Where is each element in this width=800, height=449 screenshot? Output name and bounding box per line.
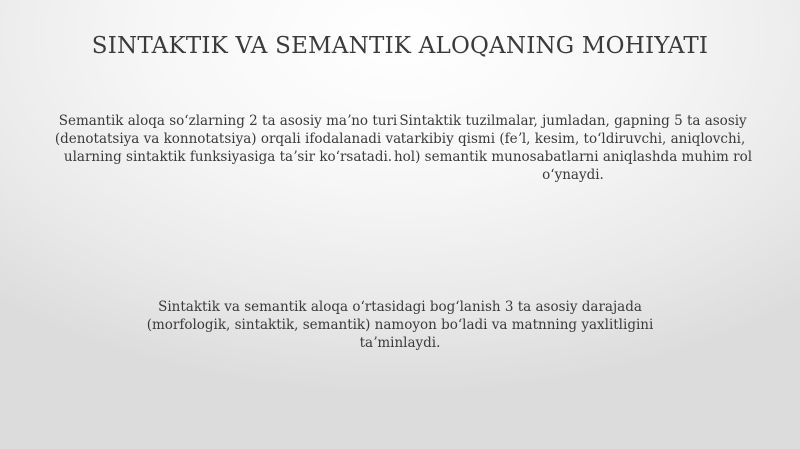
left-text-block: Semantik aloqa soʻzlarning 2 ta asosiy maʼno turi (denotatsiya va konnotatsiya) orqali ifodalanadi va ularning sintaktik funksiyasiga taʼsir koʻrsatadi. bbox=[54, 113, 402, 165]
bottom-text-block: Sintaktik va semantik aloqa oʻrtasidagi bogʻlanish 3 ta asosiy darajada (morfologik, sintaktik, semantik) namoyon boʻladi va matnning yaxlitligini taʼminlaydi. bbox=[146, 299, 654, 351]
right-text-block: Sintaktik tuzilmalar, jumladan, gapning 5 ta asosiy tarkibiy qismi (feʼl, kesim, toʻldiruvchi, aniqlovchi, hol) semantik munosabatlarni aniqlashda muhim rol oʻynaydi. bbox=[393, 113, 753, 183]
slide-title: SINTAKTIK VA SEMANTIK ALOQANING MOHIYATI bbox=[91, 33, 709, 59]
